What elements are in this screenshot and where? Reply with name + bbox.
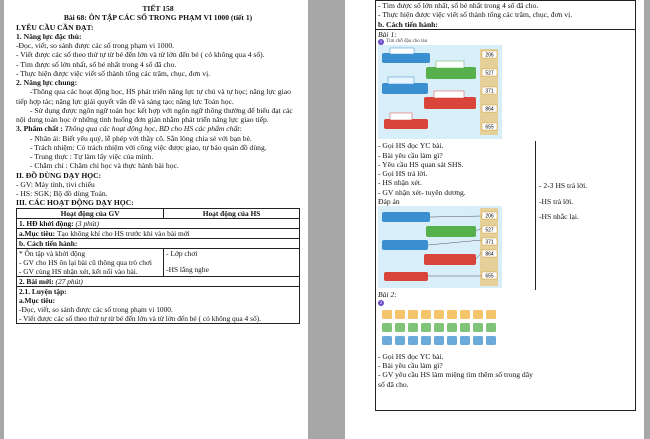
exercise-1-block <box>375 29 636 142</box>
document-page-1 <box>4 0 308 439</box>
dock-number: 527 <box>485 70 494 77</box>
number-box-icon <box>473 336 483 345</box>
cell-text: * Ôn tập và khởi động <box>19 248 86 258</box>
text-line: - Gọi HS đọc YC bài. <box>378 351 444 361</box>
number-box-icon <box>460 323 470 332</box>
number-box-icon <box>460 336 470 345</box>
number-box-icon <box>408 336 418 345</box>
number-box-icon <box>460 310 470 319</box>
number-box-icon <box>408 323 418 332</box>
cell-text: - GV cho HS ôn lại bài cũ thông qua trò chơi <box>19 257 152 267</box>
ship-icon <box>382 240 428 250</box>
number-box-icon <box>486 323 496 332</box>
activities-table <box>16 208 300 324</box>
number-box-icon <box>434 323 444 332</box>
number-box-icon <box>395 336 405 345</box>
number-box-icon <box>447 323 457 332</box>
number-box-icon <box>473 310 483 319</box>
ship-icon <box>382 212 430 222</box>
exercise-label: Bài 1: <box>378 29 397 39</box>
dock-number: 864 <box>485 106 494 113</box>
answer-figure <box>378 206 502 288</box>
dock-number: 655 <box>485 273 494 280</box>
text-line: - Tìm được số lớn nhất, số bé nhất trong 4 số đã cho. <box>16 59 177 69</box>
row-text: - Viết được các số theo thứ tự từ bé đến lớn và từ lớn đến bé ( có không qua 4 số). <box>19 313 261 323</box>
text-line: - Tìm được số lớn nhất, số bé nhất trong 4 số đã cho. <box>378 1 539 10</box>
text-line: - Trung thực : Tự làm lấy việc của mình. <box>30 152 154 161</box>
table-header-gv: Hoạt động của GV <box>17 208 164 218</box>
ship-icon <box>424 254 476 265</box>
section-heading: III. CÁC HOẠT ĐỘNG DẠY HỌC: <box>16 198 134 208</box>
text-line: - Thực hiện được việc viết số thành tổng các trăm, chục, đơn vị. <box>16 68 211 78</box>
exercise-number-icon: 1 <box>379 39 383 45</box>
dock-number: 864 <box>485 251 494 258</box>
table-cell-gv <box>17 248 164 276</box>
number-box-icon <box>434 310 444 319</box>
dock-number: 371 <box>485 88 494 95</box>
number-box-icon <box>434 336 444 345</box>
ship-icon <box>384 272 428 281</box>
text-line: - Viết được các số theo thứ tự từ bé đến lớn và từ lớn đến bé ( có không qua 4 số). <box>16 50 265 60</box>
text-paragraph: -Thông qua các hoạt động học, HS phát triển năng lực tự chủ và tự học; năng lực giao tiếp hợp tác; năng lực giải quyết vấn đề và sáng tạo; năng lực Toán học. <box>16 87 291 106</box>
text-paragraph: - Sử dụng được ngôn ngữ toán học kết hợp với ngôn ngữ thông thường để biểu đạt các nội dung toán học ở những tình huống đơn giản nhằm phát triển năng lực giao tiếp. <box>16 105 293 124</box>
subsection-heading: 1. Năng lực đặc thù: <box>16 31 82 41</box>
exercise-1-steps <box>375 141 636 290</box>
row-heading: 1. HĐ khởi động: <box>19 218 76 228</box>
row-heading: a.Mục tiêu: <box>19 228 57 238</box>
gv-column <box>376 141 536 290</box>
text-line: Thông qua các hoạt động học, BD cho HS các phẩm chất: <box>64 124 242 134</box>
dock-number: 371 <box>485 239 494 246</box>
text-line: - HS: SGK; Bộ đồ dùng Toán. <box>16 189 108 198</box>
lesson-number: TIẾT 158 <box>142 4 174 13</box>
table-header-hs: Hoạt động của HS <box>164 208 300 218</box>
number-box-icon <box>382 310 392 319</box>
text-line: - GV yêu cầu HS làm miệng tìm thêm số trong dãy số đã cho. <box>378 370 533 389</box>
number-box-icon <box>408 310 418 319</box>
text-line: -HS nhắc lại. <box>539 211 579 221</box>
text-line: - Bài yêu cầu làm gì? <box>378 361 443 371</box>
section-heading: II. ĐỒ DÙNG DẠY HỌC: <box>16 170 102 180</box>
number-box-icon <box>421 310 431 319</box>
table-row: b. Cách tiến hành: <box>17 238 300 248</box>
row-text: Tạo không khí cho HS trước khi vào bài mới <box>56 228 190 238</box>
number-box-icon <box>486 310 496 319</box>
number-box-icon <box>395 323 405 332</box>
exercise-2-block <box>375 290 636 411</box>
number-box-icon <box>421 323 431 332</box>
text-line: - Gọi HS đọc YC bài. <box>378 141 444 151</box>
dock-number: 206 <box>485 213 494 220</box>
number-box-icon <box>382 336 392 345</box>
figure-caption: Tìm chỗ đậu cho tàu <box>386 39 428 44</box>
number-box-icon <box>421 336 431 345</box>
table-row <box>17 286 300 323</box>
text-line: -HS trả lời. <box>539 196 574 206</box>
table-row <box>17 218 300 228</box>
cell-text: - GV cùng HS nhận xét, kết nối vào bài. <box>19 266 138 276</box>
number-boxes-figure <box>378 306 508 350</box>
number-box-icon <box>473 323 483 332</box>
cell-text: - Lớp chơi <box>166 248 198 258</box>
row-heading: 2. Bài mới: <box>19 276 56 286</box>
ship-icon <box>426 226 476 237</box>
row-note: (27 phút) <box>55 276 83 286</box>
dock-number: 527 <box>485 227 494 234</box>
text-line: - Chăm chỉ : Chăm chỉ học và thực hành bài học. <box>30 161 179 171</box>
text-line: - Gọi HS trả lời. <box>378 169 428 179</box>
section-heading: I.YÊU CẦU CẦN ĐẠT: <box>16 22 94 32</box>
row-heading: 2.1. Luyện tập: <box>19 286 67 296</box>
row-note: (3 phút) <box>75 218 100 228</box>
text-paragraph: - Nhân ái: Biết yêu quý, lễ phép với thầy cô. Sẵn lòng chia sẻ với bạn bè. <box>30 133 252 143</box>
cell-text: -HS lắng nghe <box>166 264 209 274</box>
subsection-heading: 2. Năng lực chung: <box>16 78 78 87</box>
exercise-label: Bài 2: <box>378 290 397 300</box>
exercise-number-icon: 2 <box>379 299 383 305</box>
text-paragraph: - Trách nhiệm: Có trách nhiệm với công việc được giao, tự bảo quản đồ dùng. <box>30 142 267 152</box>
text-line: - Bài yêu cầu làm gì? <box>378 150 443 160</box>
text-line: b. Cách tiến hành: <box>378 19 438 29</box>
text-line: -Đọc, viết, so sánh được các số trong phạm vi 1000. <box>16 41 175 50</box>
dock-number: 206 <box>485 52 494 59</box>
text-line: - HS nhận xét. <box>378 178 422 188</box>
text-line: - GV: Máy tính, tivi chiếu <box>16 179 95 189</box>
document-page-2 <box>345 0 644 439</box>
number-box-icon <box>447 310 457 319</box>
text-line: - GV nhận xét- tuyên dương. <box>378 187 466 197</box>
answer-label: Đáp án <box>378 196 400 206</box>
table-row <box>17 276 300 286</box>
table-continued <box>375 0 636 29</box>
hs-column <box>536 141 635 290</box>
number-box-icon <box>447 336 457 345</box>
number-box-icon <box>395 310 405 319</box>
text-line: - Thực hiện được việc viết số thành tổng các trăm, chục, đơn vị. <box>378 10 573 20</box>
subsection-heading: 3. Phẩm chất : <box>16 124 65 134</box>
number-box-icon <box>486 336 496 345</box>
row-text: -Đọc, viết, so sánh được các số trong phạm vi 1000. <box>19 304 173 314</box>
table-row <box>17 228 300 238</box>
number-box-icon <box>382 323 392 332</box>
text-line: - Yêu cầu HS quan sát SHS. <box>378 159 464 169</box>
text-line: - 2-3 HS trả lời. <box>539 181 588 191</box>
ships-figure <box>378 45 502 139</box>
lesson-title: Bài 68: ÔN TẬP CÁC SỐ TRONG PHẠM VI 1000 (tiết 1) <box>63 13 253 23</box>
row-heading: a.Mục tiêu: <box>19 295 56 305</box>
table-cell-hs <box>164 248 300 276</box>
dock-number: 655 <box>485 124 494 131</box>
